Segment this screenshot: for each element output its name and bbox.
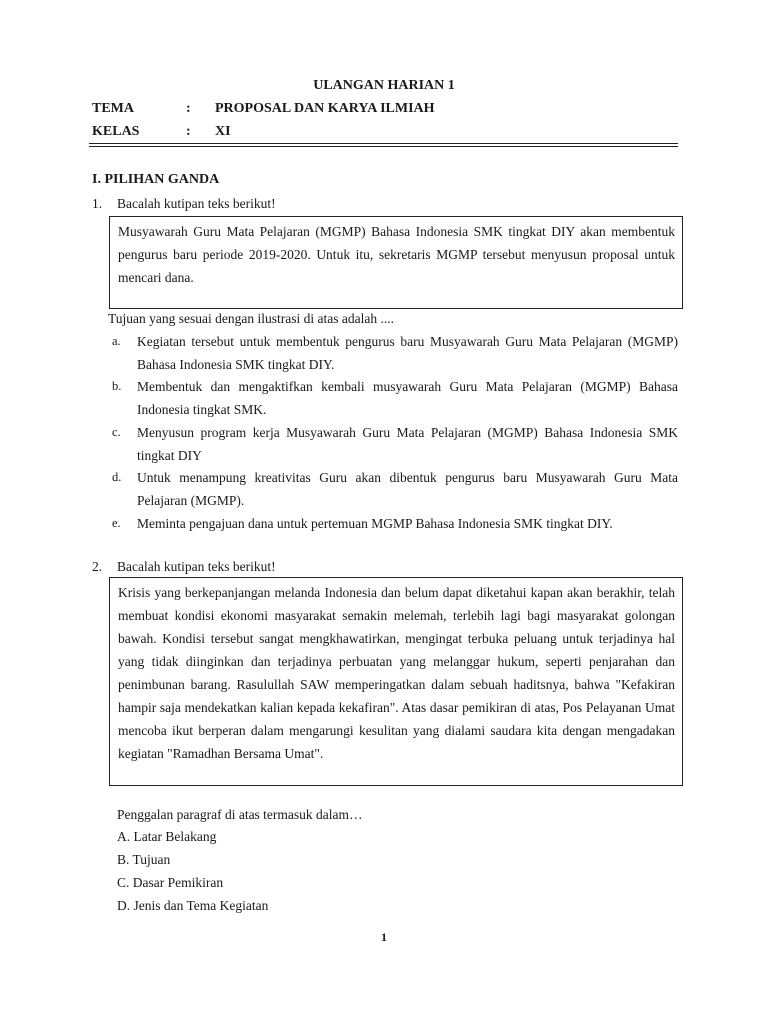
question-2-passage-box xyxy=(109,577,683,786)
question-1-option-b xyxy=(112,375,678,421)
question-2-prompt: Penggalan paragraf di atas termasuk dalam… xyxy=(117,807,363,822)
question-2-passage: Krisis yang berkepanjangan melanda Indonesia dan belum dapat diketahui kapan akan berakhir, telah membuat kondisi ekonomi masyarakat semakin melemah, terlebih lagi bagi masyarakat golongan bawah. Kondisi tersebut sangat mengkhawatirkan, mengingat terbuka peluang untuk terjadinya hal yang tidak diinginkan dan terjadinya perbuatan yang melanggar hukum, seperti penjarahan dan penimbunan barang. Rasulullah SAW memperingatkan dalam sebuah haditsnya, bahwa "Kefakiran hampir saja mendekatkan kalian kepada kekafiran". Atas dasar pemikiran di atas, Pos Pelayanan Umat mencoba ikut berperan dalam mengarungi kesulitan yang dialami saudara kita dengan mengadakan kegiatan "Ramadhan Bersama Umat". xyxy=(118,585,675,761)
question-1-passage: Musyawarah Guru Mata Pelajaran (MGMP) Bahasa Indonesia SMK tingkat DIY akan membentuk pengurus baru periode 2019-2020. Untuk itu, sekretaris MGMP tersebut menyusun proposal untuk mencari dana. xyxy=(118,224,675,285)
option-text: Meminta pengajuan dana untuk pertemuan MGMP Bahasa Indonesia SMK tingkat DIY. xyxy=(137,516,613,531)
question-1-option-a xyxy=(112,330,678,376)
document-title: ULANGAN HARIAN 1 xyxy=(313,78,455,93)
question-1-option-d xyxy=(112,466,678,512)
page-number: 1 xyxy=(381,930,387,944)
kelas-label: KELAS xyxy=(92,124,140,139)
tema-separator: : xyxy=(186,101,191,116)
question-1-instruction: Bacalah kutipan teks berikut! xyxy=(117,196,276,211)
option-text: Kegiatan tersebut untuk membentuk pengurus baru Musyawarah Guru Mata Pelajaran (MGMP) Bahasa Indonesia SMK tingkat DIY. xyxy=(137,334,678,372)
question-1-number: 1. xyxy=(92,196,103,211)
option-text: Membentuk dan mengaktifkan kembali musyawarah Guru Mata Pelajaran (MGMP) Bahasa Indonesia tingkat SMK. xyxy=(137,379,678,417)
tema-label: TEMA xyxy=(92,101,134,116)
option-text: Untuk menampung kreativitas Guru akan dibentuk pengurus baru Musyawarah Guru Mata Pelajaran (MGMP). xyxy=(137,470,678,508)
question-1-passage-box xyxy=(109,216,683,309)
question-2-option-b: B. Tujuan xyxy=(117,852,171,867)
option-text: Menyusun program kerja Musyawarah Guru Mata Pelajaran (MGMP) Bahasa Indonesia SMK tingkat DIY xyxy=(137,425,678,463)
question-2-number: 2. xyxy=(92,559,103,574)
option-letter: e. xyxy=(112,516,121,530)
kelas-value: XI xyxy=(215,124,231,139)
option-letter: b. xyxy=(112,379,122,393)
question-2-option-a: A. Latar Belakang xyxy=(117,829,217,844)
option-letter: a. xyxy=(112,334,121,348)
section-title: I. PILIHAN GANDA xyxy=(92,172,220,187)
header-divider-bottom xyxy=(89,146,678,147)
option-letter: c. xyxy=(112,425,121,439)
question-2-option-c: C. Dasar Pemikiran xyxy=(117,875,224,890)
tema-value: PROPOSAL DAN KARYA ILMIAH xyxy=(215,101,435,116)
question-1-option-e xyxy=(112,512,678,535)
option-letter: d. xyxy=(112,470,122,484)
question-2-option-d: D. Jenis dan Tema Kegiatan xyxy=(117,898,269,913)
question-2-instruction: Bacalah kutipan teks berikut! xyxy=(117,559,276,574)
kelas-separator: : xyxy=(186,124,191,139)
question-1-option-c xyxy=(112,421,678,467)
header-divider-top xyxy=(89,143,678,144)
question-1-prompt: Tujuan yang sesuai dengan ilustrasi di atas adalah .... xyxy=(108,311,394,326)
